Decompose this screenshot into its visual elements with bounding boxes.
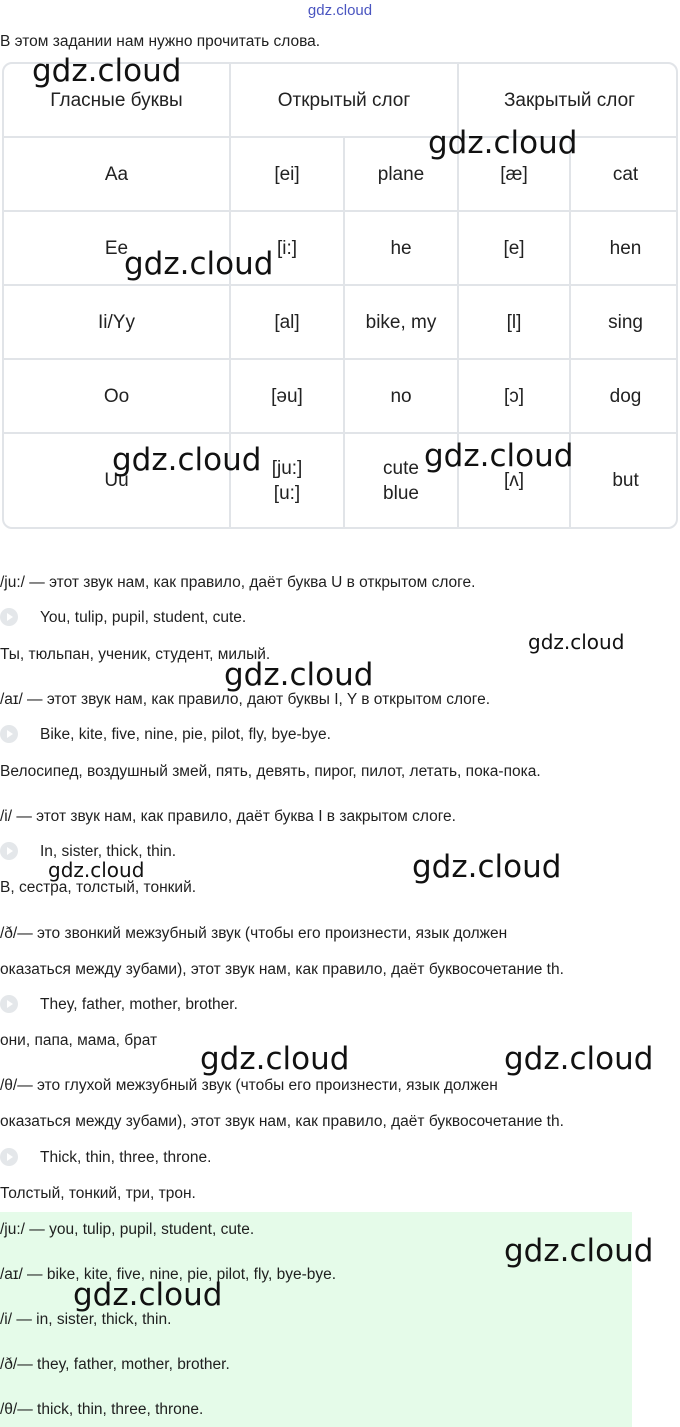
- intro-text: В этом задании нам нужно прочитать слова.: [0, 33, 321, 50]
- table-row: [4, 433, 678, 527]
- watermark: gdz.cloud: [112, 442, 262, 478]
- example-words: Bike, kite, five, nine, pie, pilot, fly, bye-bye.: [40, 726, 331, 744]
- vowel-letter: Aa: [4, 137, 230, 211]
- open-sound: [i:]: [230, 211, 344, 285]
- rule-text: /ju:/ — этот звук нам, как правило, даёт буква U в открытом слоге.: [0, 574, 476, 591]
- closed-words: dog: [570, 359, 678, 433]
- answer-line: /ju:/ — you, tulip, pupil, student, cute.: [0, 1221, 255, 1238]
- closed-sound: [ʌ]: [458, 433, 570, 527]
- watermark: gdz.cloud: [73, 1277, 223, 1313]
- answer-line: /aɪ/ — bike, kite, five, nine, pie, pilot, fly, bye-bye.: [0, 1266, 337, 1283]
- answer-line: /i/ — in, sister, thick, thin.: [0, 1311, 172, 1328]
- example-row: [0, 1149, 211, 1167]
- watermark: gdz.cloud: [124, 246, 274, 282]
- open-sound: [al]: [230, 285, 344, 359]
- rule-text: оказаться между зубами), этот звук нам, как правило, даёт буквосочетание th.: [0, 961, 564, 978]
- watermark: gdz.cloud: [504, 1233, 654, 1269]
- example-words: Thick, thin, three, throne.: [40, 1149, 212, 1167]
- closed-words: but: [570, 433, 678, 527]
- closed-words: hen: [570, 211, 678, 285]
- play-audio-icon[interactable]: [0, 842, 18, 860]
- header-open-syllable: Открытый слог: [230, 64, 458, 137]
- watermark: gdz.cloud: [224, 657, 374, 693]
- watermark: gdz.cloud: [200, 1041, 350, 1077]
- example-words: They, father, mother, brother.: [40, 996, 238, 1014]
- table-row: [4, 211, 678, 285]
- vowel-letter: Ee: [4, 211, 230, 285]
- closed-words: sing: [570, 285, 678, 359]
- closed-sound: [l]: [458, 285, 570, 359]
- example-row: [0, 726, 331, 744]
- example-row: [0, 996, 238, 1014]
- vowel-letter: Oo: [4, 359, 230, 433]
- table-row: [4, 359, 678, 433]
- watermark: gdz.cloud: [428, 125, 578, 161]
- table-row: [4, 285, 678, 359]
- answer-line: /θ/— thick, thin, three, throne.: [0, 1401, 204, 1418]
- example-row: [0, 609, 246, 627]
- closed-sound: [æ]: [458, 137, 570, 211]
- watermark: gdz.cloud: [32, 53, 182, 89]
- rule-text: /ð/— это звонкий межзубный звук (чтобы его произнести, язык должен: [0, 925, 508, 942]
- watermark: gdz.cloud: [528, 630, 625, 654]
- example-words: You, tulip, pupil, student, cute.: [40, 609, 247, 627]
- translation-text: они, папа, мама, брат: [0, 1032, 158, 1049]
- watermark: gdz.cloud: [424, 438, 574, 474]
- rule-text: /i/ — этот звук нам, как правило, даёт буква I в закрытом слоге.: [0, 808, 456, 825]
- watermark: gdz.cloud: [48, 858, 145, 882]
- play-audio-icon[interactable]: [0, 608, 18, 626]
- vowel-letter: Uu: [4, 433, 230, 527]
- watermark: gdz.cloud: [412, 849, 562, 885]
- open-sound: [ei]: [230, 137, 344, 211]
- translation-text: Велосипед, воздушный змей, пять, девять, пирог, пилот, летать, пока-пока.: [0, 763, 541, 780]
- open-words: bike, my: [344, 285, 458, 359]
- rule-text: /θ/— это глухой межзубный звук (чтобы его произнести, язык должен: [0, 1077, 498, 1094]
- closed-words: cat: [570, 137, 678, 211]
- play-audio-icon[interactable]: [0, 725, 18, 743]
- closed-sound: [ɔ]: [458, 359, 570, 433]
- header-vowels: Гласные буквы: [4, 64, 230, 137]
- open-words: plane: [344, 137, 458, 211]
- open-sound: [əu]: [230, 359, 344, 433]
- rule-text: /aɪ/ — этот звук нам, как правило, дают буквы I, Y в открытом слоге.: [0, 691, 491, 708]
- vowel-letter: Ii/Yy: [4, 285, 230, 359]
- open-sound-line: [ju:]: [271, 457, 303, 479]
- play-audio-icon[interactable]: [0, 995, 18, 1013]
- closed-sound: [e]: [458, 211, 570, 285]
- translation-text: Ты, тюльпан, ученик, студент, милый.: [0, 646, 271, 663]
- open-words: no: [344, 359, 458, 433]
- header-closed-syllable: Закрытый слог: [458, 64, 678, 137]
- open-word-line: blue: [383, 482, 419, 504]
- open-sound-line: [u:]: [273, 482, 301, 504]
- open-words: he: [344, 211, 458, 285]
- translation-text: Толстый, тонкий, три, трон.: [0, 1185, 196, 1202]
- watermark: gdz.cloud: [504, 1041, 654, 1077]
- open-word-line: cute: [383, 457, 419, 479]
- rule-text: оказаться между зубами), этот звук нам, как правило, даёт буквосочетание th.: [0, 1113, 564, 1130]
- site-link[interactable]: gdz.cloud: [307, 2, 373, 19]
- example-words: In, sister, thick, thin.: [40, 843, 177, 861]
- play-audio-icon[interactable]: [0, 1148, 18, 1166]
- answer-line: /ð/— they, father, mother, brother.: [0, 1356, 230, 1373]
- translation-text: В, сестра, толстый, тонкий.: [0, 879, 197, 896]
